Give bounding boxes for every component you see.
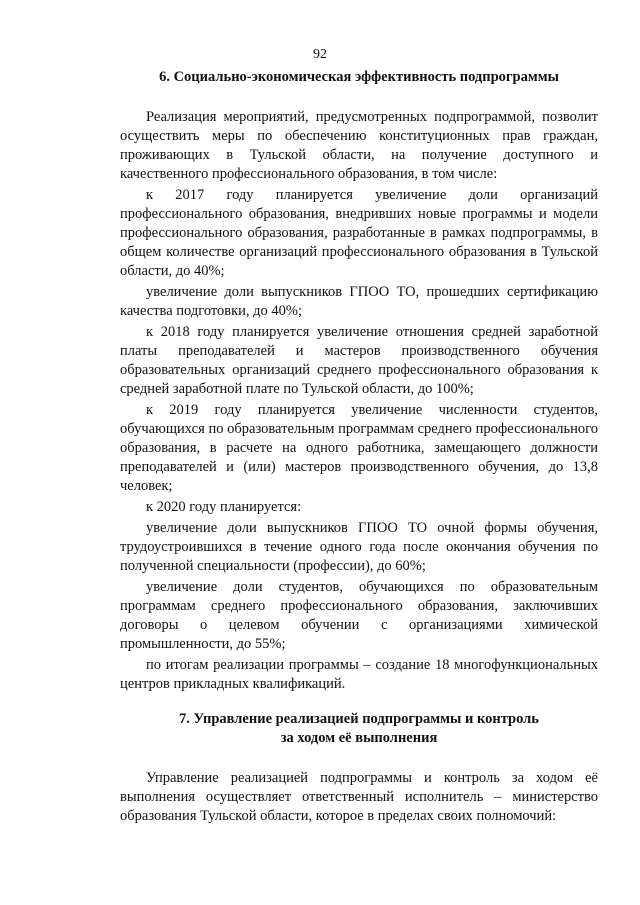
paragraph: увеличение доли выпускников ГПОО ТО очной формы обучения, трудоустроившихся в течение одного года после окончания обучения по полученной специальности (профессии), до 60%; (120, 520, 598, 574)
section-7-heading (120, 710, 598, 748)
paragraph: Реализация мероприятий, предусмотренных подпрограммой, позволит осуществить меры по обеспечению конституционных прав граждан, проживающих в Тульской области, на получение доступного и качественного профессионального образования, в том числе: (120, 109, 598, 182)
paragraph: по итогам реализации программы – создание 18 многофункциональных центров прикладных квалификаций. (120, 657, 598, 692)
paragraph: к 2019 году планируется увеличение численности студентов, обучающихся по образовательным программам среднего профессионального образования, в расчете на одного работника, замещающего должности преподавателей и (или) мастеров производственного обучения, до 13,8 человек; (120, 402, 598, 494)
paragraph: увеличение доли выпускников ГПОО ТО, прошедших сертификацию качества подготовки, до 40%; (120, 284, 598, 319)
page-content (120, 68, 598, 826)
paragraph: к 2020 году планируется: (146, 499, 302, 515)
page-number: 92 (313, 47, 327, 62)
paragraph: Управление реализацией подпрограммы и контроль за ходом её выполнения осуществляет ответственный исполнитель – министерство образования Тульской области, которое в пределах своих полномочий: (120, 770, 598, 824)
section-7-heading-line-2: за ходом её выполнения (280, 730, 438, 746)
section-7-heading-line-1: 7. Управление реализацией подпрограммы и контроль (179, 711, 539, 727)
section-6-heading: 6. Социально-экономическая эффективность подпрограммы (159, 69, 559, 85)
paragraph: увеличение доли студентов, обучающихся по образовательным программам среднего профессионального образования, заключивших договоры о целевом обучении с организациями химической промышленности, до 55%; (120, 579, 598, 652)
paragraph: к 2018 году планируется увеличение отношения средней заработной платы преподавателей и мастеров производственного обучения образовательных организаций среднего профессионального образования к средней заработной плате по Тульской области, до 100%; (120, 324, 598, 397)
paragraph: к 2017 году планируется увеличение доли организаций профессионального образования, внедривших новые программы и модели профессионального образования, разработанные в рамках подпрограммы, в общем количестве организаций профессионального образования в Тульской области, до 40%; (120, 187, 598, 279)
